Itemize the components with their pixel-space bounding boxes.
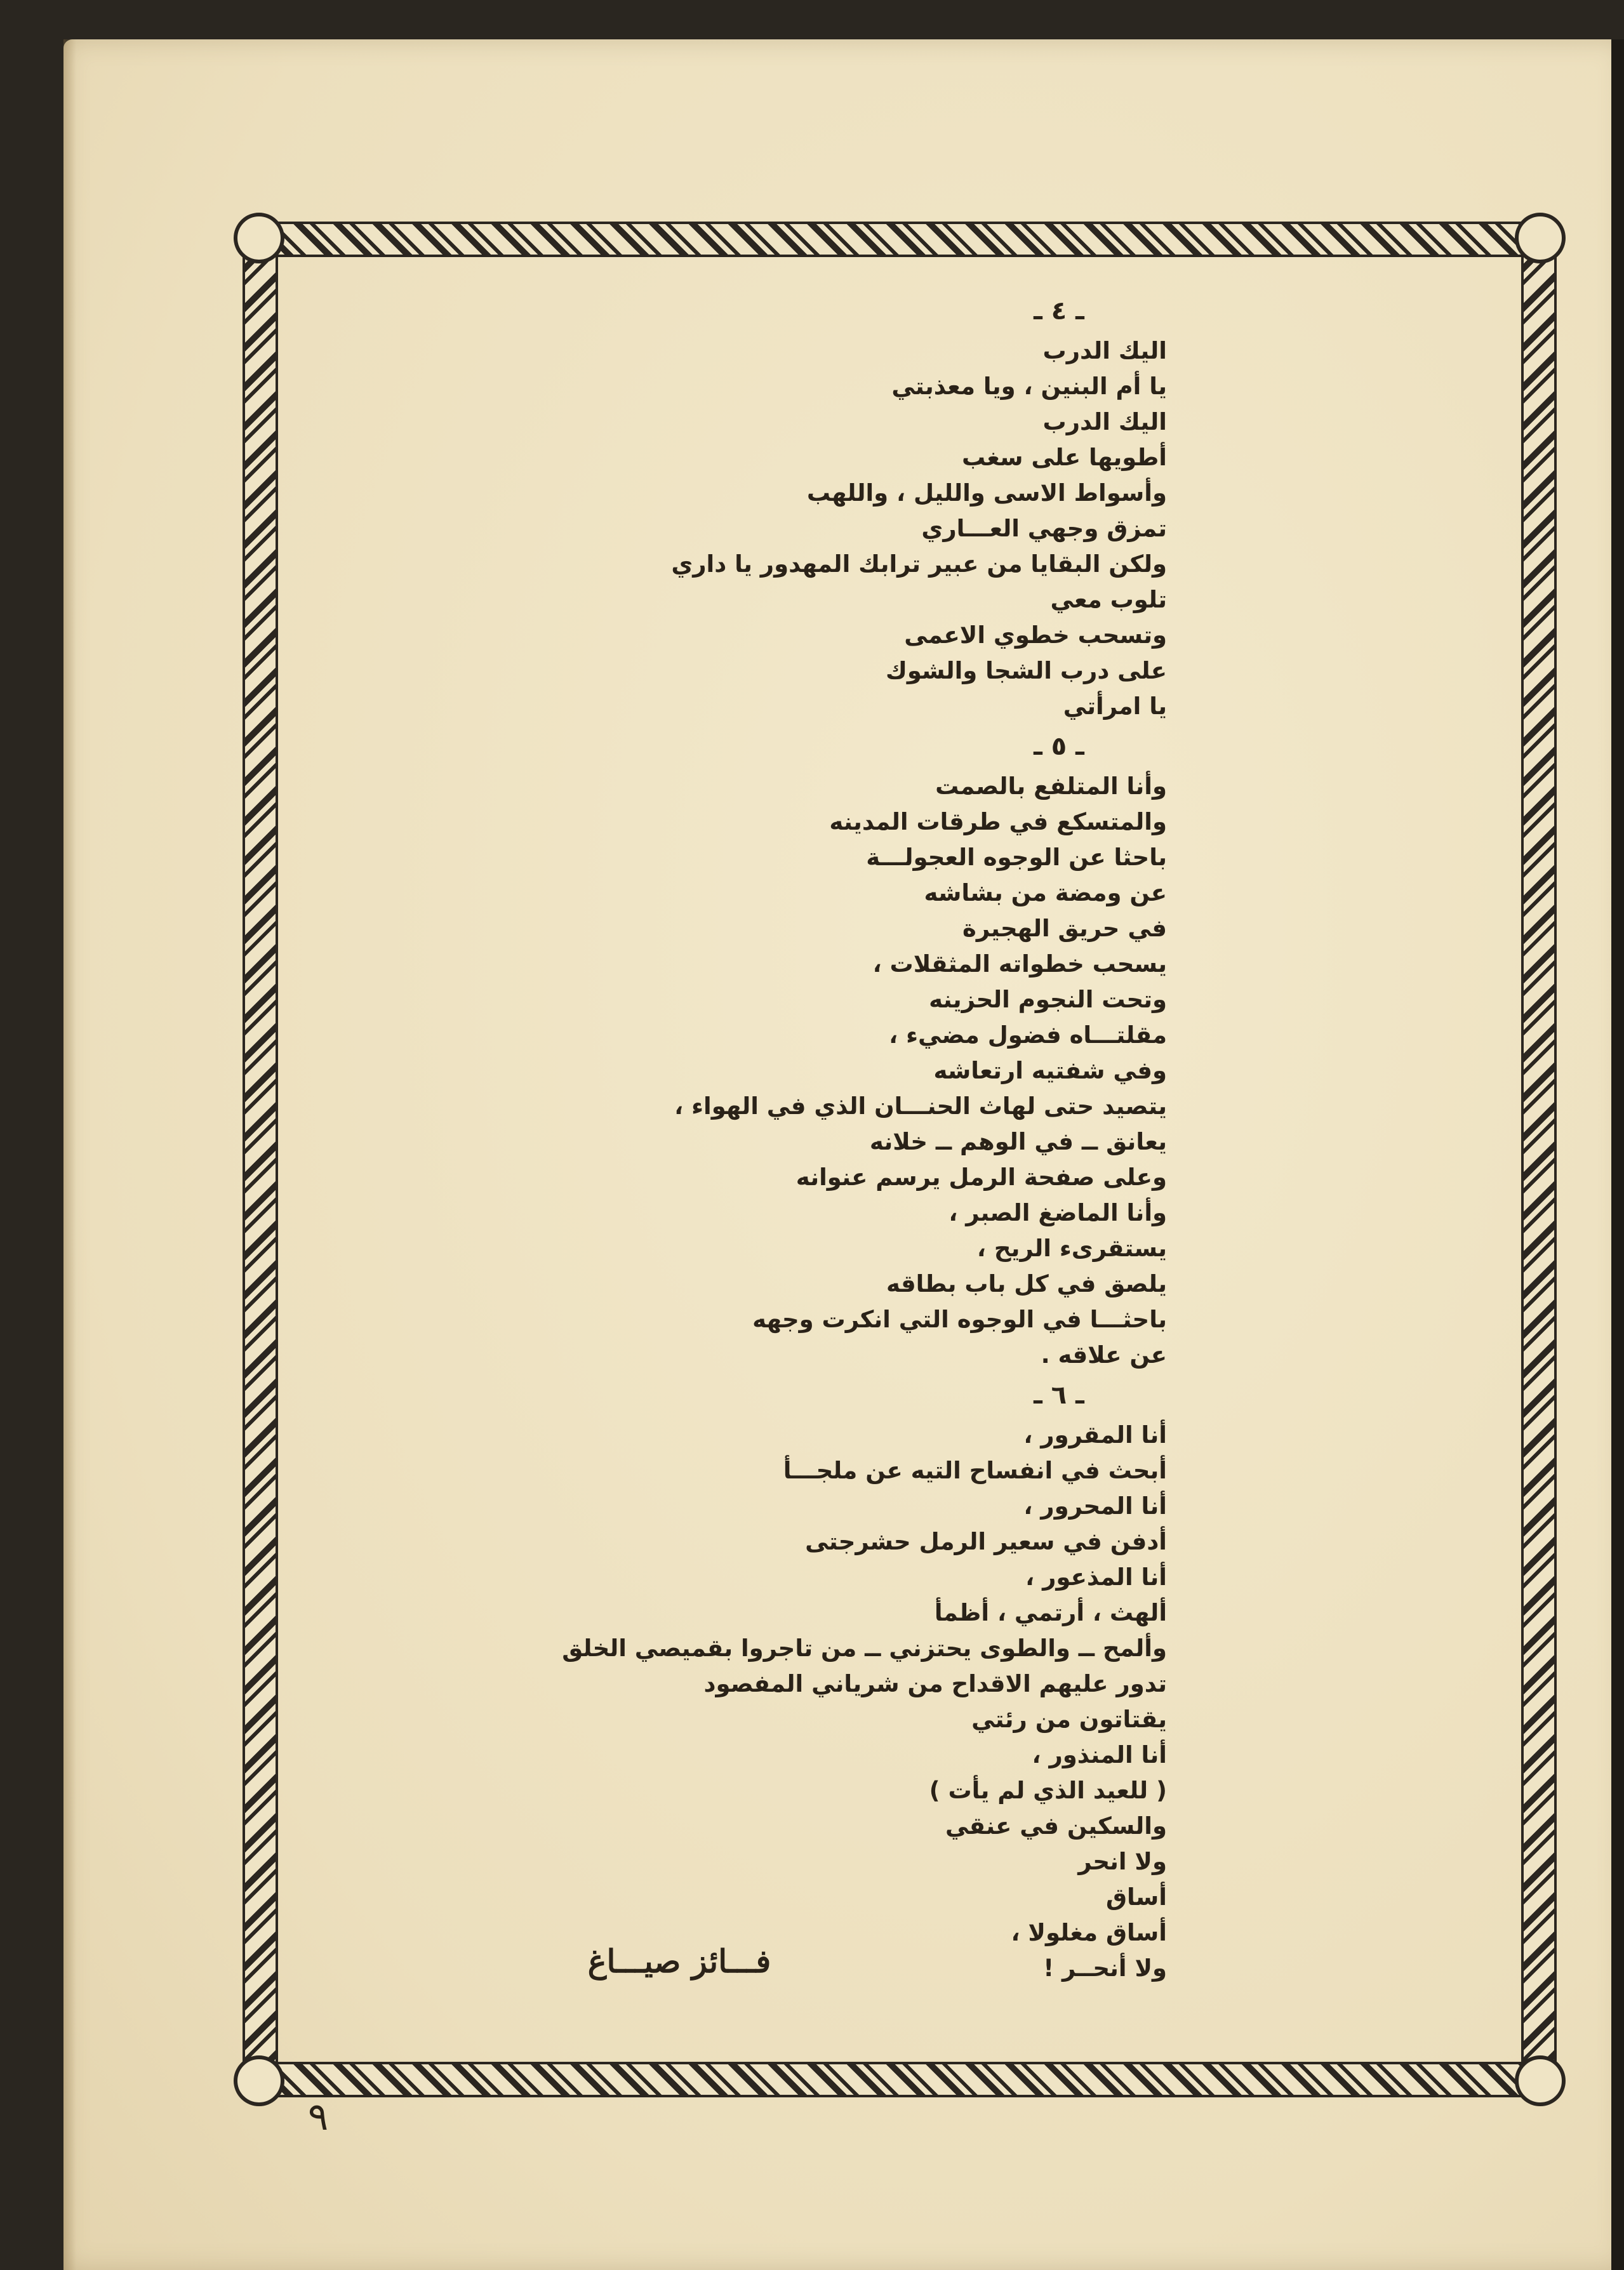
poem-line: مقلتـــاه فضول مضيء ، [889,1021,1167,1049]
poem-line: أساق مغلولا ، [1011,1919,1167,1946]
poem-line: أطويها على سغب [962,444,1167,471]
binding-edge [1611,39,1624,2270]
poem-line: اليك الدرب [1042,337,1167,364]
poem-line: ولا انحر [1078,1848,1167,1875]
poem-line: أنا المذعور ، [1025,1563,1167,1591]
poem-line: ( للعيد الذي لم يأت ) [929,1777,1167,1804]
border-corner-ornament [1515,2055,1566,2106]
poem-line: وأنا الماضغ الصبر ، [948,1199,1167,1226]
poem-line: يتصيد حتى لهاث الحنـــان الذي في الهواء ، [674,1092,1167,1120]
poem-line: وتحت النجوم الحزينه [929,986,1167,1013]
poem-line: عن ومضة من بشاشه [924,879,1167,906]
poem-line: أبحث في انفساح التيه عن ملجـــأ [783,1457,1167,1484]
poem-body [405,289,1167,1986]
section-number: ـ ٤ ـ [1034,296,1084,326]
poem-line: تلوب معي [1050,586,1167,613]
border-corner-ornament [234,213,284,263]
poem-line: وتسحب خطوي الاعمى [904,621,1167,649]
border-corner-ornament [234,2055,284,2106]
poem-line: على درب الشجا والشوك [885,657,1167,684]
poem-line: أنا المقرور ، [1023,1421,1167,1449]
poem-line: وأنا المتلفع بالصمت [935,773,1167,800]
poem-line: وعلى صفحة الرمل يرسم عنوانه [795,1164,1167,1191]
section-number: ـ ٦ ـ [1034,1381,1084,1410]
poem-line: أنا المحرور ، [1023,1492,1167,1520]
poem-line: تدور عليهم الاقداح من شرياني المفصود [703,1670,1167,1697]
poem-line: أنا المنذور ، [1032,1741,1167,1769]
poem-line: وفي شفتيه ارتعاشه [933,1057,1167,1084]
poem-line: يلصق في كل باب بطاقه [886,1270,1167,1298]
poem-line: اليك الدرب [1042,408,1167,435]
border-right [1521,222,1557,2097]
poem-line: تمزق وجهي العـــاري [921,515,1167,542]
poem-line: يعانق ــ في الوهم ــ خلانه [869,1128,1167,1155]
poem-line: ألهث ، أرتمي ، أظمأ [934,1599,1167,1626]
poem-line: وألمح ــ والطوى يحتزني ــ من تاجروا بقميصي الخلق [562,1635,1167,1662]
poem-line: باحثـــا في الوجوه التي انكرت وجهه [752,1306,1167,1333]
poem-line: ولكن البقايا من عبير ترابك المهدور يا داري [671,550,1167,578]
poem-line: أدفن في سعير الرمل حشرجتى [805,1528,1167,1555]
section-number: ـ ٥ ـ [1034,732,1084,761]
page-number: ٩ [308,2095,329,2139]
poem-line: يسحب خطواته المثقلات ، [872,950,1167,978]
poem-line: وأسواط الاسى والليل ، واللهب [806,479,1167,507]
border-top [243,222,1557,257]
poem-line: يا امرأتي [1063,693,1167,720]
border-corner-ornament [1515,213,1566,263]
border-bottom [243,2062,1557,2097]
poem-line: يقتاتون من رئتي [971,1706,1167,1733]
poem-line: باحثا عن الوجوه العجولـــة [866,844,1167,871]
poem-line: أساق [1105,1883,1167,1911]
poem-line: والسكين في عنقي [945,1812,1167,1840]
poem-line: يا أم البنين ، ويا معذبتي [891,373,1167,400]
poem-line: عن علاقه . [1041,1341,1167,1369]
poem-line: في حريق الهجيرة [962,915,1167,942]
author-signature: فـــائز صيـــاغ [587,1942,771,1980]
poem-line: ولا أنحــر ! [1043,1955,1167,1982]
poem-line: يستقرىء الريح ، [976,1235,1167,1262]
poem-line: والمتسكع في طرقات المدينه [829,808,1167,835]
border-left [243,222,278,2097]
